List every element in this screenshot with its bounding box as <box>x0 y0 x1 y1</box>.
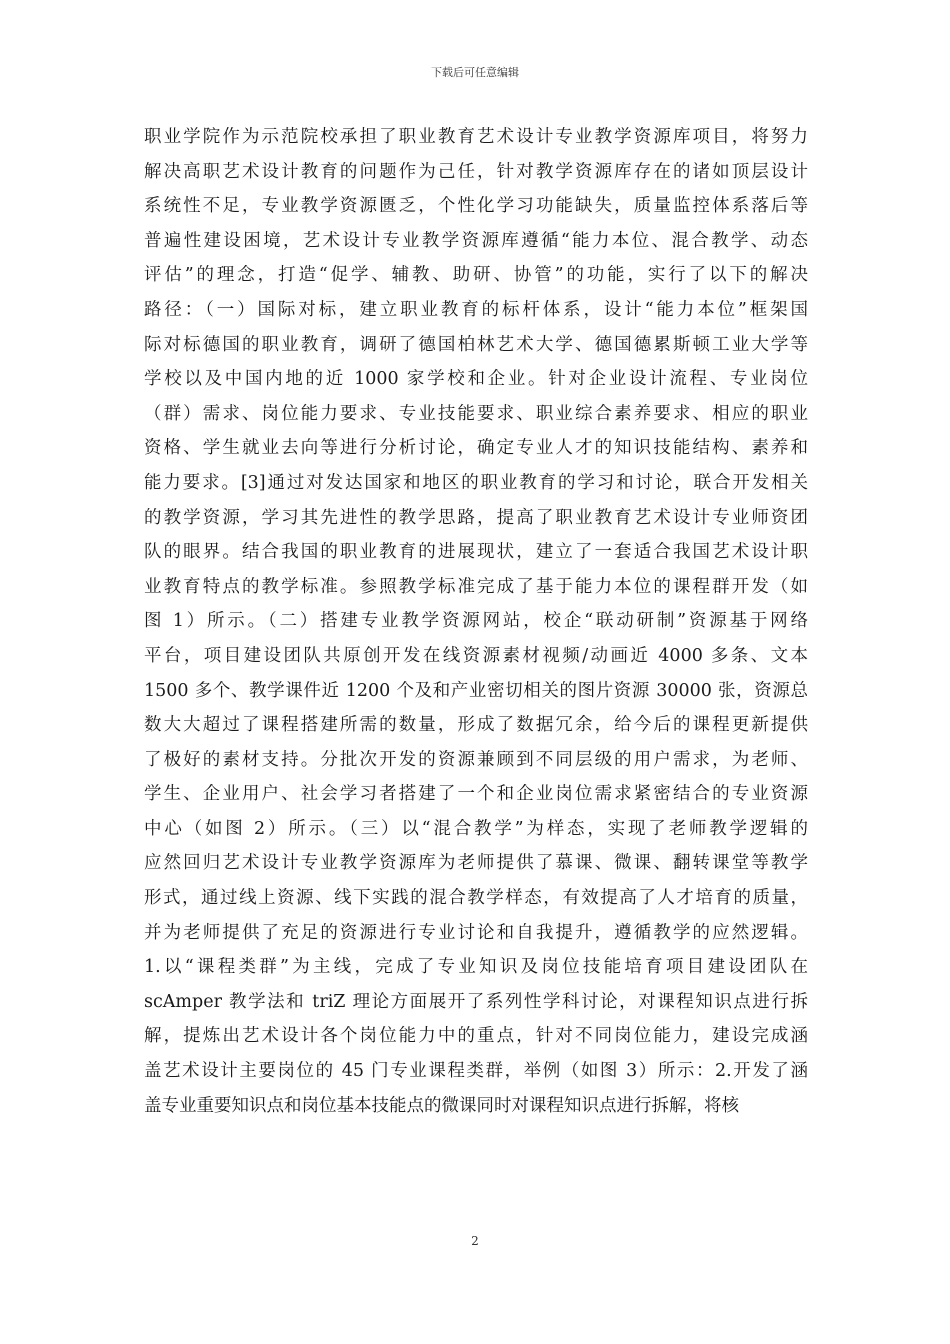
text-line: 解决高职艺术设计教育的问题作为己任，针对教学资源库存在的诸如顶层设计 <box>144 161 808 182</box>
text-line: 能力要求。[3]通过对发达国家和地区的职业教育的学习和讨论，联合开发相关 <box>144 472 808 493</box>
text-line: 路径：（一）国际对标，建立职业教育的标杆体系，设计“能力本位”框架国 <box>144 299 808 320</box>
text-line: 图 1）所示。（二）搭建专业教学资源网站，校企“联动研制”资源基于网络 <box>144 611 808 632</box>
text-line: 盖专业重要知识点和岗位基本技能点的微课同时对课程知识点进行拆解，将核 <box>144 1095 739 1116</box>
text-line: 系统性不足，专业教学资源匮乏，个性化学习功能缺失，质量监控体系落后等 <box>144 196 808 217</box>
text-line: 业教育特点的教学标准。参照教学标准完成了基于能力本位的课程群开发（如 <box>144 576 808 597</box>
text-line: 普遍性建设困境，艺术设计专业教学资源库遵循“能力本位、混合教学、动态 <box>144 230 808 251</box>
text-line: 盖艺术设计主要岗位的 45 门专业课程类群，举例（如图 3）所示：2.开发了涵 <box>144 1061 808 1082</box>
text-line: 1500 多个、教学课件近 1200 个及和产业密切相关的图片资源 30000 张，资源总 <box>144 680 808 701</box>
text-line: scAmper 教学法和 triZ 理论方面展开了系列性学科讨论，对课程知识点进行拆 <box>144 991 808 1012</box>
page-header: 下载后可任意编辑 <box>431 66 519 79</box>
text-line: 数大大超过了课程搭建所需的数量，形成了数据冗余，给今后的课程更新提供 <box>144 715 808 736</box>
page-number: 2 <box>471 1234 479 1248</box>
text-line: 的教学资源，学习其先进性的教学思路，提高了职业教育艺术设计专业师资团 <box>144 507 808 528</box>
text-line: 形式，通过线上资源、线下实践的混合教学样态，有效提高了人才培育的质量， <box>144 888 808 909</box>
text-line: 了极好的素材支持。分批次开发的资源兼顾到不同层级的用户需求，为老师、 <box>144 749 808 770</box>
document-body <box>144 120 808 1123</box>
text-line: 中心（如图 2）所示。（三）以“混合教学”为样态，实现了老师教学逻辑的 <box>144 818 808 839</box>
text-line: 1.以“课程类群”为主线，完成了专业知识及岗位技能培育项目建设团队在 <box>144 957 808 978</box>
text-line: 际对标德国的职业教育，调研了德国柏林艺术大学、德国德累斯顿工业大学等 <box>144 334 808 355</box>
text-line: 解，提炼出艺术设计各个岗位能力中的重点，针对不同岗位能力，建设完成涵 <box>144 1026 808 1047</box>
text-line: 队的眼界。结合我国的职业教育的进展现状，建立了一套适合我国艺术设计职 <box>144 542 808 563</box>
text-line: 学生、企业用户、社会学习者搭建了一个和企业岗位需求紧密结合的专业资源 <box>144 784 808 805</box>
text-line: 应然回归艺术设计专业教学资源库为老师提供了慕课、微课、翻转课堂等教学 <box>144 853 808 874</box>
text-line: （群）需求、岗位能力要求、专业技能要求、职业综合素养要求、相应的职业 <box>144 403 808 424</box>
text-line: 资格、学生就业去向等进行分析讨论，确定专业人才的知识技能结构、素养和 <box>144 438 808 459</box>
text-line: 学校以及中国内地的近 1000 家学校和企业。针对企业设计流程、专业岗位 <box>144 369 808 390</box>
text-line: 职业学院作为示范院校承担了职业教育艺术设计专业教学资源库项目，将努力 <box>144 127 808 147</box>
text-line: 评估”的理念，打造“促学、辅教、助研、协管”的功能，实行了以下的解决 <box>144 265 808 286</box>
text-line: 并为老师提供了充足的资源进行专业讨论和自我提升，遵循教学的应然逻辑。 <box>144 922 808 943</box>
text-line: 平台，项目建设团队共原创开发在线资源素材视频/动画近 4000 多条、文本 <box>144 645 808 666</box>
